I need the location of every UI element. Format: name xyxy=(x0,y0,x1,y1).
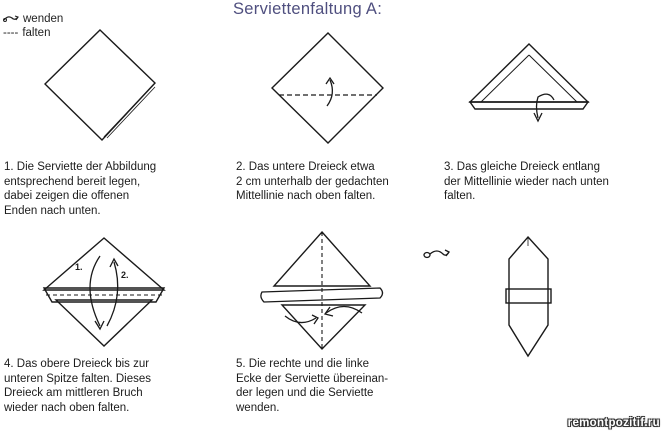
step-3-caption: 3. Das gleiche Dreieck entlang der Mittellinie wieder nach unten falten. xyxy=(444,161,609,203)
napkin-outline xyxy=(509,237,548,356)
napkin-band xyxy=(506,289,551,303)
diagram-title: Serviettenfaltung A: xyxy=(233,0,383,18)
legend-turn-label: wenden xyxy=(23,13,64,25)
step-2-caption: 2. Das untere Dreieck etwa 2 cm unterhalb der gedachten Mittellinie nach oben falten. xyxy=(236,161,389,203)
fold-arrow-1-label: 1. xyxy=(75,262,83,272)
step-4-caption: 4. Das obere Dreieck bis zur unteren Spitze falten. Dieses Dreieck am mittleren Bruch wieder nach oben falten. xyxy=(4,358,152,414)
fold-arrow-2-label: 2. xyxy=(121,270,129,280)
fold-line-icon: ---- xyxy=(3,27,19,39)
step-1-caption: 1. Die Serviette der Abbildung entsprechend bereit legen, dabei zeigen die offenen Enden nach unten. xyxy=(4,161,157,217)
step-5-caption: 5. Die rechte und die linke Ecke der Serviette übereinan- der legen und die Serviette wenden. xyxy=(236,358,389,414)
legend-fold-label: falten xyxy=(22,27,51,39)
watermark: remontpozitif.ru xyxy=(567,417,660,429)
